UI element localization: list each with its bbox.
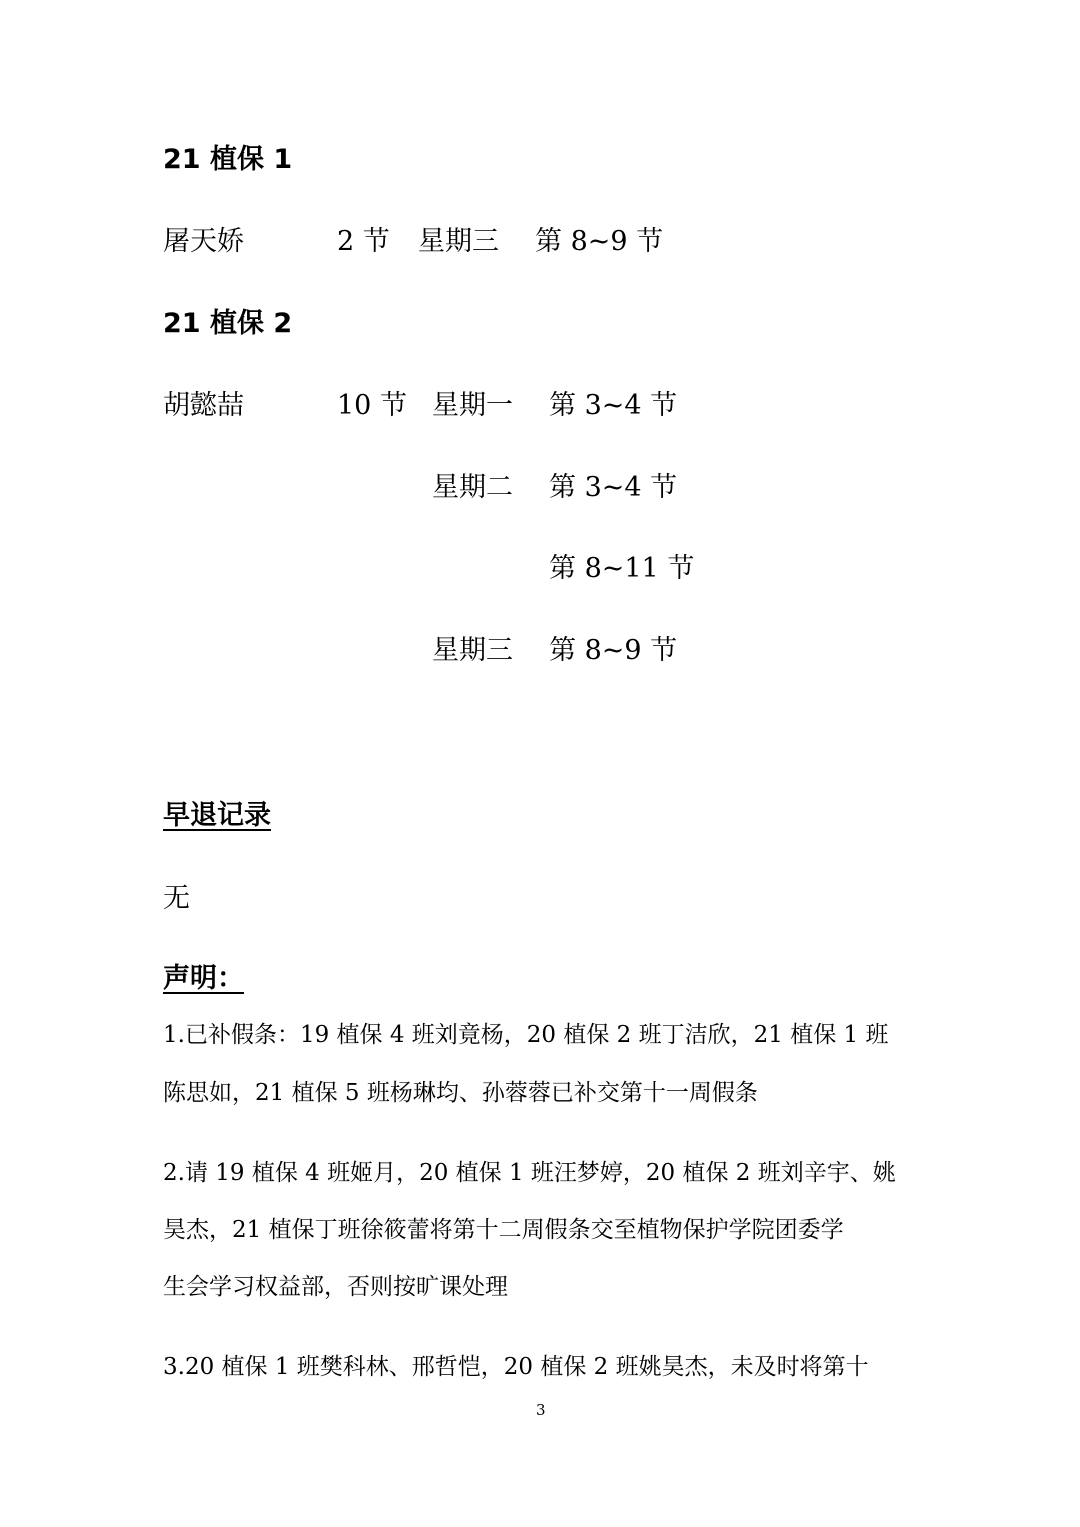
absence-period: 第 8~9 节 (535, 226, 664, 257)
page-number: 3 (536, 1401, 546, 1419)
statement-item-line: 昊杰，21 植保丁班徐筱蕾将第十二周假条交至植物保护学院团委学 (163, 1217, 844, 1243)
student-name: 胡懿喆 (163, 390, 244, 421)
statement-item-line: 生会学习权益部，否则按旷课处理 (163, 1274, 508, 1300)
absence-period: 第 3~4 节 (549, 472, 678, 503)
statement-title: 声明： (163, 963, 244, 994)
absence-day: 星期二 (432, 472, 513, 503)
absence-period: 第 8~9 节 (549, 635, 678, 666)
early-leave-content: 无 (163, 883, 190, 914)
absence-day: 星期一 (432, 390, 513, 421)
section-title-21-2: 21 植保 2 (163, 308, 293, 339)
absence-hours: 2 节 (337, 226, 390, 257)
statement-item-line: 陈思如，21 植保 5 班杨琳均、孙蓉蓉已补交第十一周假条 (163, 1080, 758, 1106)
early-leave-title: 早退记录 (163, 800, 271, 831)
statement-item-line: 1.已补假条：19 植保 4 班刘竟杨，20 植保 2 班丁洁欣，21 植保 1 班 (163, 1022, 889, 1048)
absence-day: 星期三 (418, 226, 499, 257)
statement-item-line: 2.请 19 植保 4 班姬月，20 植保 1 班汪梦婷，20 植保 2 班刘辛宇、姚 (163, 1160, 896, 1186)
student-name: 屠天娇 (163, 226, 244, 257)
absence-period: 第 3~4 节 (549, 390, 678, 421)
statement-item-line: 3.20 植保 1 班樊科林、邢哲恺，20 植保 2 班姚昊杰，未及时将第十 (163, 1354, 869, 1380)
absence-hours: 10 节 (337, 390, 407, 421)
absence-day: 星期三 (432, 635, 513, 666)
absence-period: 第 8~11 节 (549, 553, 695, 584)
section-title-21-1: 21 植保 1 (163, 144, 293, 175)
